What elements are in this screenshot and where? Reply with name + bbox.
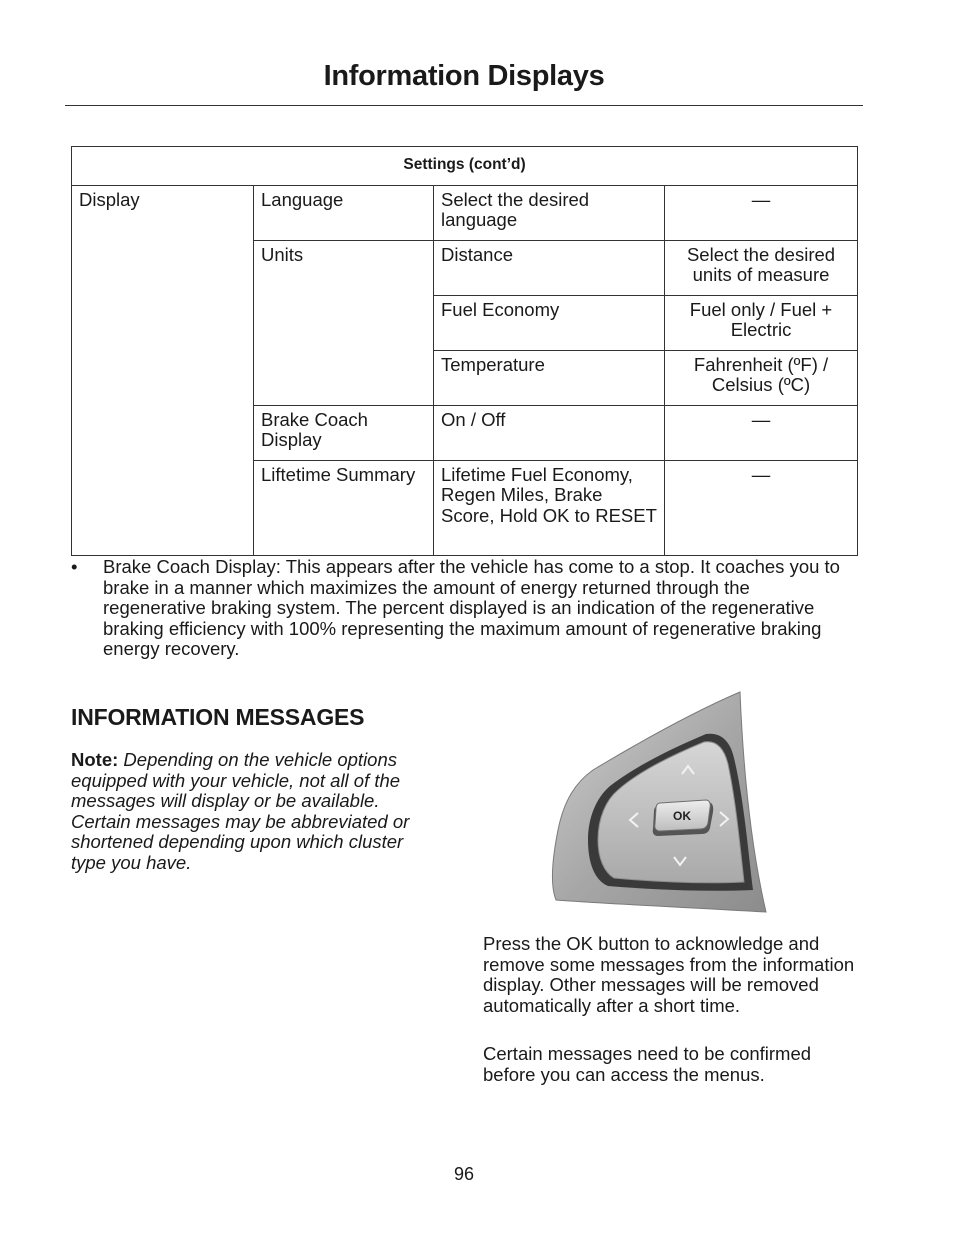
table-cell-language: Language: [254, 185, 434, 240]
table-cell: Fuel only / Fuel + Electric: [665, 295, 858, 350]
table-cell: Select the desired language: [434, 185, 665, 240]
bullet-text: Brake Coach Display: This appears after the vehicle has come to a stop. It coaches you to brake in a manner which maximizes the amount of energy returned through the regenerative braking system. The percent displayed is an indication of the regenerative braking efficiency with 100% representing the maximum amount of regenerative braking energy recovery.: [103, 556, 840, 659]
table-cell: Lifetime Fuel Economy, Regen Miles, Brake Score, Hold OK to RESET: [434, 460, 665, 555]
settings-table: [71, 146, 858, 556]
table-cell: On / Off: [434, 405, 665, 460]
page-number: 96: [453, 1164, 475, 1184]
bullet-marker: •: [71, 556, 78, 577]
paragraph: Press the OK button to acknowledge and remove some messages from the information display. Other messages will be removed automatically after a short time.: [483, 933, 855, 1016]
table-cell: —: [665, 185, 858, 240]
note: [71, 750, 441, 873]
table-cell: Distance: [434, 240, 665, 295]
table-cell-brake-coach: Brake Coach Display: [254, 405, 434, 460]
steering-wheel-control-pad-icon: [548, 690, 770, 915]
table-cell-display: Display: [72, 185, 254, 555]
section-heading: INFORMATION MESSAGES: [71, 704, 365, 730]
ok-label: OK: [673, 809, 691, 823]
table-cell: —: [665, 460, 858, 555]
note-label: Note:: [71, 749, 119, 770]
table-cell: Fahrenheit (ºF) / Celsius (ºC): [665, 350, 858, 405]
table-cell-units: Units: [254, 240, 434, 405]
paragraph: Certain messages need to be confirmed before you can access the menus.: [483, 1043, 812, 1085]
table-cell-lifetime-summary: Liftetime Summary: [254, 460, 434, 555]
table-caption: Settings (cont’d): [72, 147, 858, 186]
page-title: Information Displays: [323, 60, 605, 92]
table-cell: —: [665, 405, 858, 460]
title-divider: [65, 105, 863, 106]
table-cell: Select the desired units of measure: [665, 240, 858, 295]
note-text: Depending on the vehicle options equipped with your vehicle, not all of the messages will display or be available. Certain messages may be abbreviated or shortened depending upon which cluster type you have.: [71, 749, 410, 873]
table-cell: Fuel Economy: [434, 295, 665, 350]
table-row: [72, 185, 858, 240]
table-cell: Temperature: [434, 350, 665, 405]
